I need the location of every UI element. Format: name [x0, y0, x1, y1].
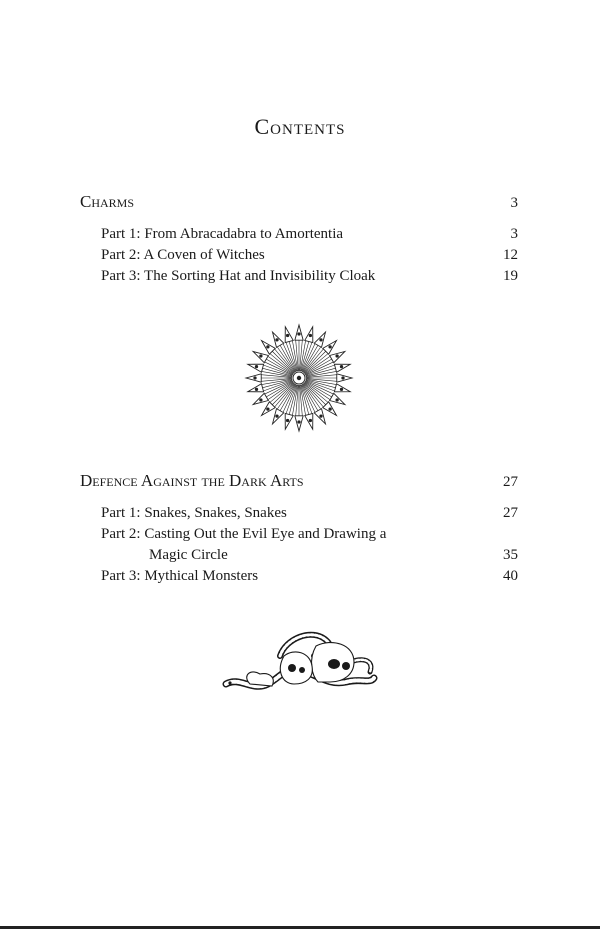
page-title: Contents — [254, 114, 346, 139]
toc-entry-label: Part 3: The Sorting Hat and Invisibility Cloak — [101, 268, 376, 284]
toc-entry-page: 27 — [503, 505, 518, 521]
toc-entry-list — [101, 224, 518, 287]
toc-entry-page: 12 — [503, 247, 518, 263]
toc-entry-label-multiline — [101, 524, 386, 566]
toc-entry-label-continuation: Magic Circle — [149, 547, 228, 563]
section-title: Defence Against the Dark Arts — [80, 471, 304, 490]
snakes-and-skull-ornament-icon — [220, 626, 378, 696]
toc-entry-label: Part 1: Snakes, Snakes, Snakes — [101, 505, 287, 521]
toc-entry[interactable] — [101, 503, 518, 524]
toc-entry-page: 3 — [510, 226, 518, 242]
section-title: Charms — [80, 192, 135, 211]
toc-entry-page: 40 — [503, 568, 518, 584]
toc-entry[interactable] — [101, 245, 518, 266]
toc-entry[interactable] — [101, 266, 518, 287]
toc-entry[interactable] — [101, 224, 518, 245]
toc-entry-label: Part 2: A Coven of Witches — [101, 247, 265, 263]
toc-entry[interactable] — [101, 566, 518, 587]
section-heading[interactable] — [80, 471, 518, 491]
toc-entry[interactable] — [101, 524, 518, 566]
toc-entry-page: 19 — [503, 268, 518, 284]
toc-entry-label: Part 2: Casting Out the Evil Eye and Drawing a — [101, 526, 387, 542]
toc-section-defence — [80, 471, 518, 587]
toc-entry-page: 35 — [503, 547, 518, 563]
toc-entry-label: Part 1: From Abracadabra to Amortentia — [101, 226, 344, 242]
section-page-number: 3 — [510, 195, 518, 211]
toc-entry-label: Part 3: Mythical Monsters — [101, 568, 259, 584]
section-page-number: 27 — [503, 474, 518, 490]
section-heading[interactable] — [80, 192, 518, 212]
toc-entry-list — [101, 503, 518, 587]
toc-section-charms — [80, 192, 518, 287]
sunburst-ornament-icon — [243, 322, 355, 434]
